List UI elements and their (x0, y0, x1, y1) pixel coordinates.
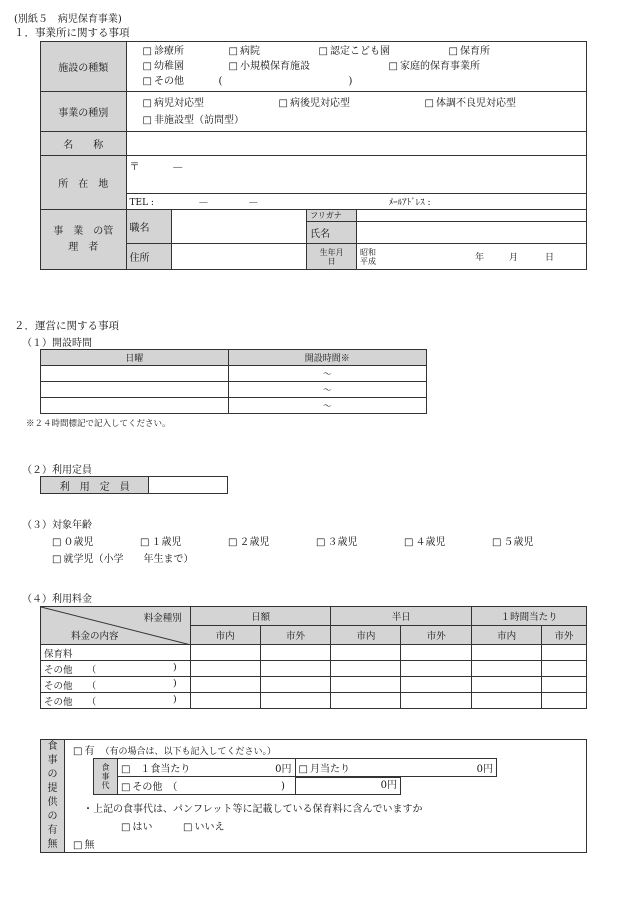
meal-per-meal-cell[interactable]: □ １食当たり 0円 (117, 759, 295, 777)
meals-no-option[interactable]: □ 無 (73, 840, 95, 851)
age-option-3[interactable]: □ ３歳児 (316, 537, 358, 548)
meal-answer-yes[interactable]: □ はい (121, 822, 153, 833)
fees-corner (41, 607, 191, 645)
facility-option-nursery[interactable]: □ 保育所 (448, 46, 490, 57)
era-heisei: 平成 (360, 256, 377, 266)
fee-cell[interactable] (472, 645, 542, 661)
facility-option-other[interactable]: □ その他 (142, 76, 184, 87)
manager-furigana-field[interactable] (357, 210, 587, 222)
hours-day-field[interactable] (41, 398, 229, 414)
fee-cell[interactable] (331, 677, 401, 693)
capacity-field[interactable] (149, 477, 228, 494)
fee-row-label: 保育料 (41, 645, 191, 661)
facility-type-label: 施設の種類 (41, 42, 127, 92)
section2-title: ２．運営に関する事項 (14, 320, 119, 332)
fee-cell[interactable] (331, 693, 401, 709)
business-option-sick[interactable]: □ 病児対応型 (142, 97, 204, 109)
fee-cell[interactable] (260, 677, 331, 693)
meal-other-paren-close: ) (281, 781, 285, 792)
hours-time-field[interactable]: ～ (228, 382, 427, 398)
table-row (41, 677, 587, 693)
age-option-school[interactable]: □ 就学児（小学 年生まで） (52, 554, 194, 565)
facility-option-kindergarten[interactable]: □ 幼稚園 (142, 61, 184, 72)
hours-title: （１）開設時間 (22, 338, 92, 349)
age-option-2[interactable]: □ ２歳児 (228, 537, 270, 548)
tel-dash-2: — (248, 198, 258, 208)
fee-cell[interactable] (401, 677, 472, 693)
business-type-label: 事業の種別 (41, 92, 127, 132)
meals-side-label: 食事の提供の有無 (47, 741, 58, 850)
annex-title: (別紙５ 病児保育事業) (14, 14, 122, 25)
facility-other-paren-open: ( (218, 76, 223, 87)
manager-furigana-label: フリガナ (307, 210, 357, 222)
facility-option-clinic[interactable]: □ 診療所 (142, 46, 184, 57)
name-label: 名 称 (41, 132, 127, 156)
manager-title-field[interactable] (172, 210, 307, 244)
fee-row-label: その他 （ ) (41, 693, 191, 709)
hours-day-field[interactable] (41, 382, 229, 398)
fees-hourly-city-in: 市内 (472, 626, 542, 645)
fees-daily-city-out: 市外 (260, 626, 331, 645)
fee-cell[interactable] (542, 677, 587, 693)
hours-time-field[interactable]: ～ (228, 398, 427, 414)
meal-per-month-cell[interactable]: □ 月当たり 0円 (295, 759, 496, 777)
section1-title: １．事業所に関する事項 (14, 27, 130, 39)
hours-note: ※２４時間標記で記入してください。 (26, 419, 171, 429)
fee-cell[interactable] (260, 661, 331, 677)
fee-cell[interactable] (542, 645, 587, 661)
postal-dash: — (172, 162, 183, 173)
hours-col-day: 日曜 (41, 350, 229, 366)
fee-cell[interactable] (542, 661, 587, 677)
fee-cell[interactable] (401, 645, 472, 661)
hours-col-hours: 開設時間※ (228, 350, 427, 366)
fees-group-daily: 日額 (190, 607, 331, 626)
fees-table (40, 606, 587, 709)
fee-cell[interactable] (190, 693, 260, 709)
manager-birth-field[interactable] (357, 244, 587, 270)
tel-label: TEL : (129, 198, 154, 208)
ages-title: （３）対象年齢 (22, 520, 92, 531)
table-row (41, 645, 587, 661)
fee-cell[interactable] (331, 661, 401, 677)
era-showa: 昭和 (360, 247, 377, 257)
capacity-label: 利 用 定 員 (41, 477, 149, 494)
postal-field[interactable] (126, 156, 586, 194)
capacity-title: （２）利用定員 (22, 465, 92, 476)
facility-option-family[interactable]: □ 家庭的保育事業所 (388, 61, 480, 72)
fees-title: （４）利用料金 (22, 594, 92, 605)
hours-time-field[interactable]: ～ (228, 366, 427, 382)
fee-cell[interactable] (472, 661, 542, 677)
hours-day-field[interactable] (41, 366, 229, 382)
fees-hourly-city-out: 市外 (542, 626, 587, 645)
manager-name-label: 氏名 (307, 222, 357, 244)
meal-answer-no[interactable]: □ いいえ (183, 822, 225, 833)
meal-included-question: ・上記の食事代は、パンフレット等に記載している保育料に含んでいますか (83, 804, 423, 815)
meal-other-cell[interactable]: □ その他 （ (117, 777, 295, 795)
name-field[interactable] (126, 132, 586, 156)
age-option-5[interactable]: □ ５歳児 (492, 537, 534, 548)
capacity-table (40, 476, 228, 494)
manager-address-label: 住所 (126, 244, 172, 270)
business-option-visit[interactable]: □ 非施設型（訪問型） (142, 114, 244, 126)
email-label: ﾒｰﾙｱﾄﾞﾚｽ : (388, 198, 431, 208)
fee-cell[interactable] (472, 677, 542, 693)
facility-option-hospital[interactable]: □ 病院 (228, 46, 260, 57)
fee-cell[interactable] (260, 693, 331, 709)
fees-group-half: 半日 (331, 607, 472, 626)
meal-other-yen[interactable]: 0円 (295, 777, 401, 795)
tel-dash-1: — (198, 198, 208, 208)
address-label: 所 在 地 (41, 156, 127, 210)
meal-fee-label: 食事代 (94, 759, 118, 795)
fee-cell[interactable] (260, 645, 331, 661)
meals-yes-option[interactable]: □ 有 （有の場合は、以下も記入してください。） (73, 746, 276, 757)
fees-corner-bottom: 料金の内容 (71, 631, 119, 642)
fees-half-city-out: 市外 (401, 626, 472, 645)
meals-box (40, 739, 587, 853)
fee-cell[interactable] (472, 693, 542, 709)
birth-year: 年 (475, 253, 485, 263)
facility-option-kodomoen[interactable]: □ 認定こども園 (318, 46, 390, 57)
business-type-options (126, 92, 586, 132)
fee-cell[interactable] (401, 661, 472, 677)
age-option-0[interactable]: □ ０歳児 (52, 537, 94, 548)
fee-cell[interactable] (331, 645, 401, 661)
business-option-recovery[interactable]: □ 病後児対応型 (278, 97, 350, 109)
tel-email-row[interactable] (126, 194, 586, 210)
fee-cell[interactable] (190, 661, 260, 677)
manager-birth-label: 生年月日 (307, 244, 357, 270)
facility-other-paren-close: ) (348, 76, 353, 87)
business-option-unwell[interactable]: □ 体調不良児対応型 (424, 97, 516, 109)
table-row (41, 693, 587, 709)
manager-label: 事 業 の管 理 者 (41, 210, 127, 270)
facility-type-options (126, 42, 586, 92)
fee-row-label: その他 （ ) (41, 677, 191, 693)
ages-options (52, 533, 533, 548)
fee-cell[interactable] (190, 645, 260, 661)
fee-cell[interactable] (542, 693, 587, 709)
fees-group-hourly: １時間当たり (472, 607, 587, 626)
fees-half-city-in: 市内 (331, 626, 401, 645)
meals-side-label-cell (41, 740, 65, 852)
fees-daily-city-in: 市内 (190, 626, 260, 645)
fee-row-label: その他 （ ) (41, 661, 191, 677)
postal-mark: 〒 (129, 162, 140, 173)
facility-option-small-scale[interactable]: □ 小規模保育施設 (228, 61, 310, 72)
fees-corner-top: 料金種別 (143, 613, 182, 624)
manager-address-field[interactable] (172, 244, 307, 270)
fee-cell[interactable] (401, 693, 472, 709)
manager-title-label: 職名 (126, 210, 172, 244)
birth-day: 日 (545, 253, 555, 263)
fee-cell[interactable] (190, 677, 260, 693)
birth-month: 月 (509, 253, 519, 263)
hours-table (40, 349, 427, 414)
facility-table (40, 41, 587, 270)
table-row (41, 661, 587, 677)
age-option-4[interactable]: □ ４歳児 (404, 537, 446, 548)
manager-name-field[interactable] (357, 222, 587, 244)
age-option-1[interactable]: □ １歳児 (140, 537, 182, 548)
